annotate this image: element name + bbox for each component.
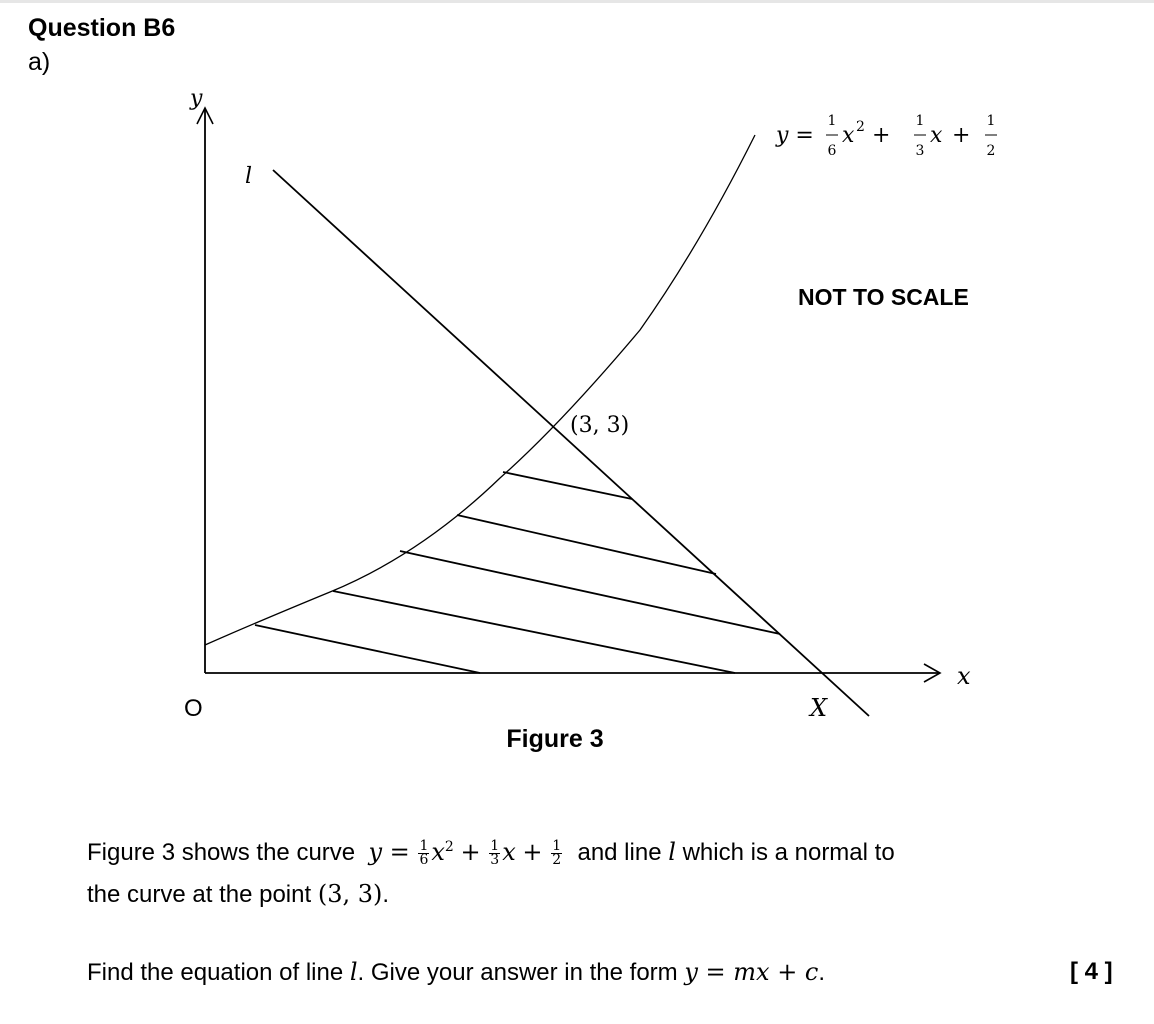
- point-coordinates: (3, 3): [317, 880, 383, 908]
- plus-sign: +: [460, 838, 481, 866]
- svg-text:2: 2: [856, 119, 865, 135]
- term-x: x: [431, 838, 445, 866]
- figure-caption: Figure 3: [506, 725, 604, 753]
- plus-sign: +: [522, 838, 543, 866]
- curve-equation-label: [775, 113, 997, 159]
- fraction-one-sixth: $\frac{1}{6}$: [419, 838, 429, 869]
- equation-prefix: y =: [368, 838, 410, 866]
- text-segment: .: [818, 959, 826, 986]
- not-to-scale-note: NOT TO SCALE: [798, 284, 969, 310]
- fraction-one-third: $\frac{1}{3}$: [490, 838, 500, 869]
- question-part-label: a): [28, 48, 51, 76]
- x-axis-label: x: [957, 662, 971, 690]
- svg-text:1: 1: [986, 113, 996, 129]
- text-segment: . Give your answer in the form: [357, 959, 678, 986]
- svg-text:3: 3: [915, 143, 925, 159]
- origin-label: O: [184, 695, 203, 722]
- x-intercept-label: X: [810, 694, 828, 722]
- text-segment: .: [382, 881, 390, 908]
- text-segment: Find the equation of line: [87, 959, 344, 986]
- shaded-region-hatching: [255, 472, 780, 673]
- svg-text:x: x: [842, 123, 855, 148]
- fraction-one-half: $\frac{1}{2}$: [552, 838, 562, 869]
- marks-indicator: [ 4 ]: [1070, 958, 1113, 985]
- intersection-point-label: (3, 3): [570, 413, 630, 438]
- svg-text:2: 2: [986, 143, 996, 159]
- line-l-label: l: [245, 164, 253, 189]
- answer-form-equation: y = mx + c: [684, 958, 819, 986]
- svg-text:+: +: [952, 123, 971, 148]
- text-segment: the curve at the point: [87, 881, 312, 908]
- svg-text:6: 6: [827, 143, 837, 159]
- question-title: Question B6: [28, 14, 176, 42]
- question-text-line-2: [87, 880, 389, 909]
- svg-text:+: +: [872, 123, 891, 148]
- line-l-symbol: l: [668, 838, 676, 866]
- question-text-line-3: [87, 958, 825, 987]
- svg-text:x: x: [930, 123, 943, 148]
- svg-text:y =: y =: [776, 123, 814, 148]
- line-l-symbol: l: [349, 958, 358, 986]
- y-axis-label: y: [190, 86, 203, 111]
- term-x: x: [502, 838, 516, 866]
- exponent: 2: [444, 839, 454, 855]
- text-segment: Figure 3 shows the curve: [87, 839, 356, 866]
- svg-text:1: 1: [827, 113, 837, 129]
- svg-text:1: 1: [915, 113, 925, 129]
- text-segment: and line: [577, 839, 662, 866]
- text-segment: which is a normal to: [682, 839, 895, 866]
- question-text-line-1: [87, 838, 895, 867]
